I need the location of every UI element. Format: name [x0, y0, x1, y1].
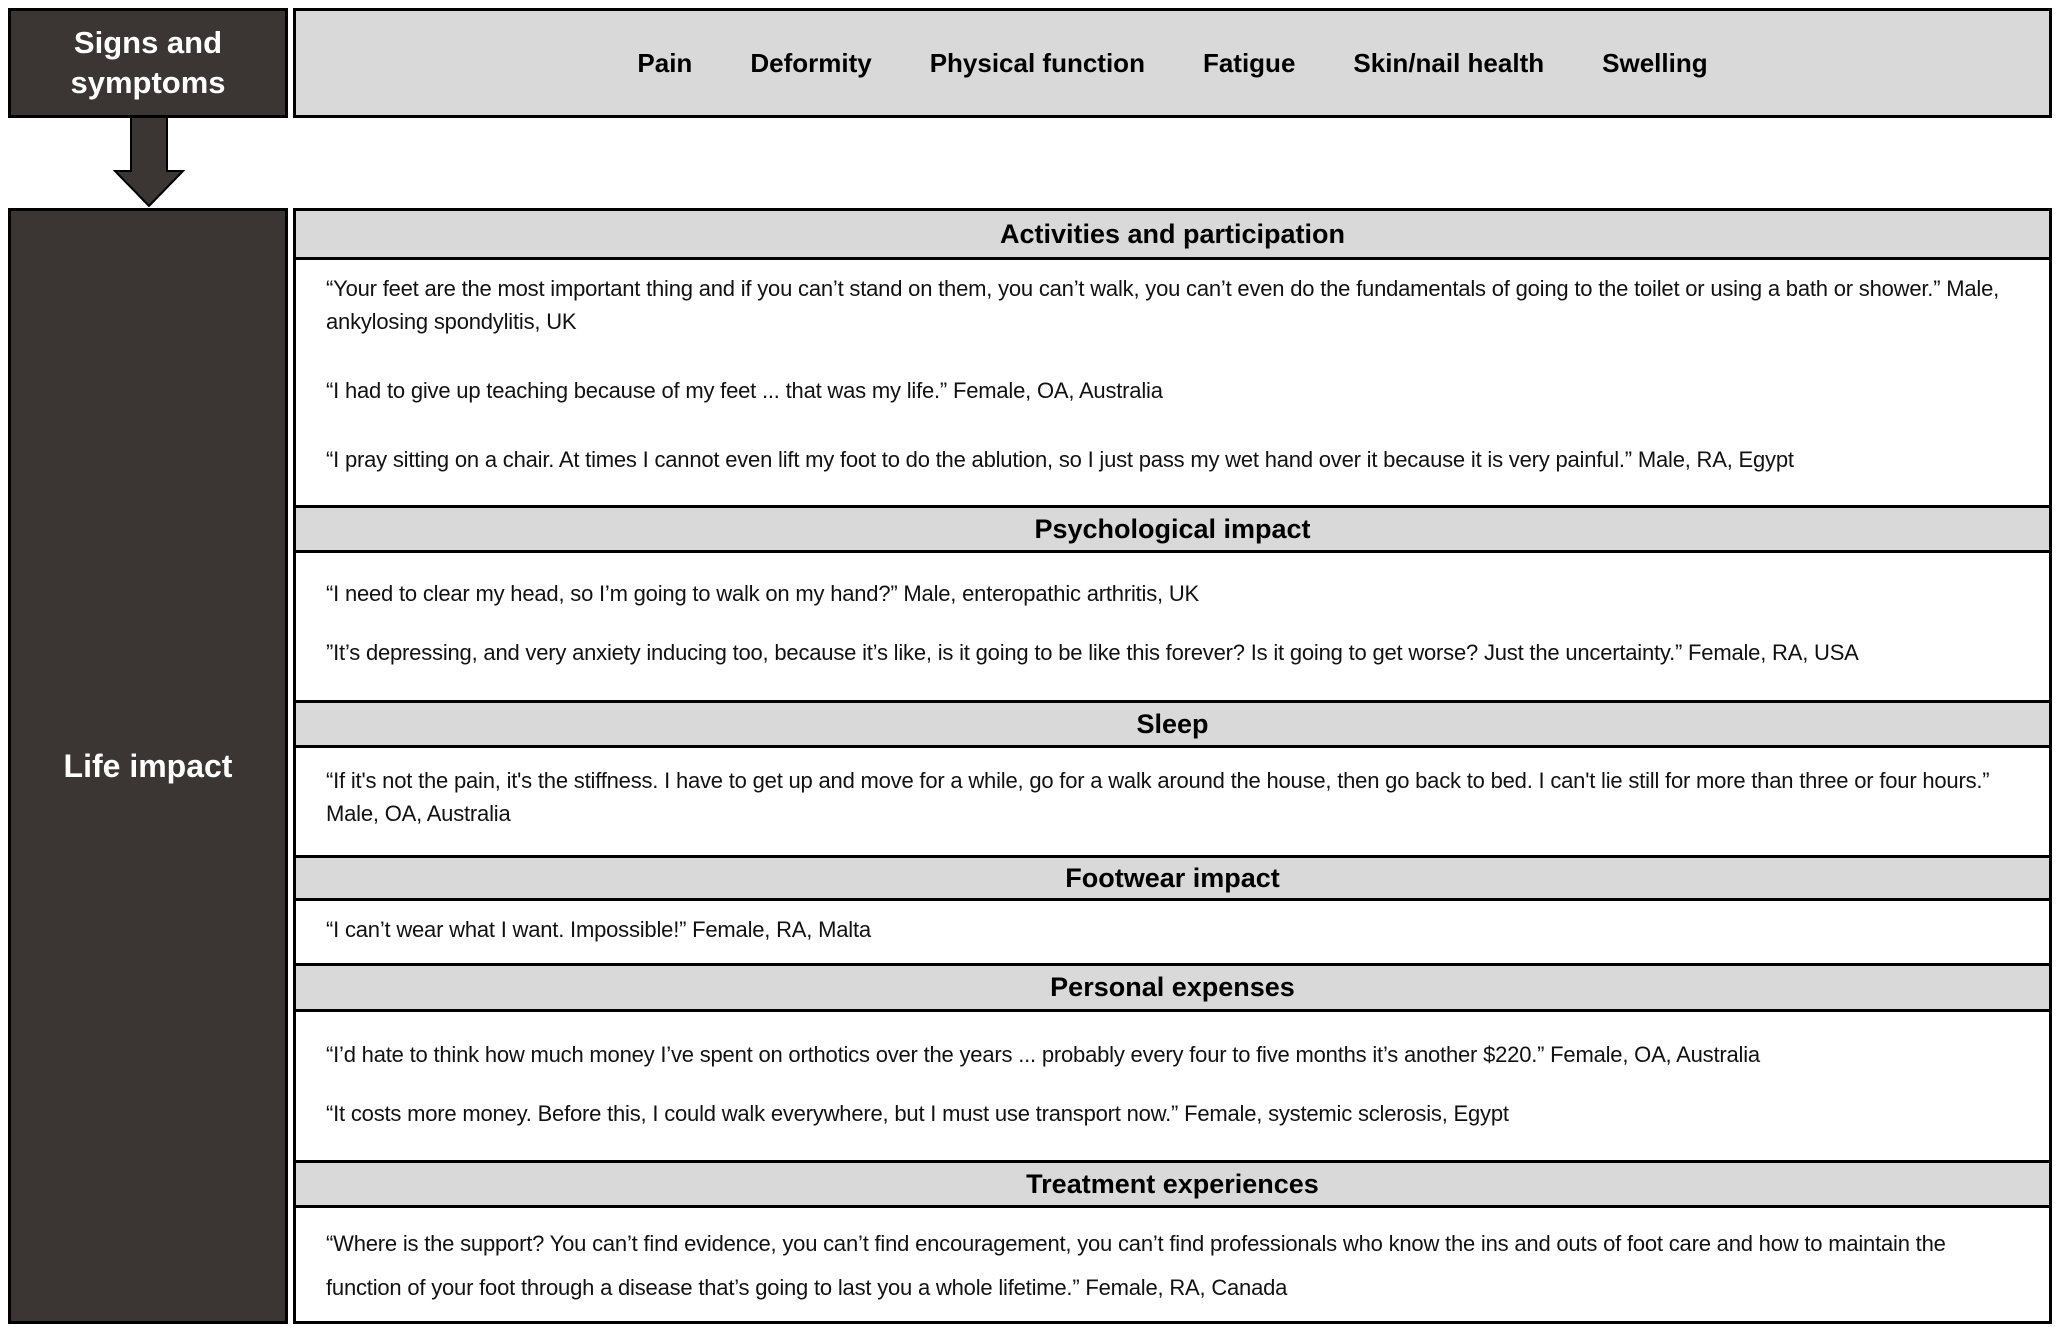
- section-body-personal-expenses: [293, 1012, 2052, 1160]
- section-header-personal-expenses: [293, 963, 2052, 1012]
- section-header-treatment-experiences: [293, 1160, 2052, 1208]
- quote: “I need to clear my head, so I’m going to walk on my hand?” Male, enteropathic arthritis, UK: [326, 581, 1200, 606]
- quote: ”It’s depressing, and very anxiety inducing too, because it’s like, is it going to be like this forever? Is it going to get worse? Just the uncertainty.” Female, RA, USA: [326, 640, 1859, 665]
- quote: “If it's not the pain, it's the stiffness. I have to get up and move for a while, go for a walk around the house, then go back to bed. I can't lie still for more than three or four hours.” Male, OA, Australia: [326, 768, 1990, 826]
- quote: “I had to give up teaching because of my feet ... that was my life.” Female, OA, Australia: [326, 378, 1163, 403]
- section-title: Psychological impact: [1034, 513, 1311, 544]
- section-body-sleep: [293, 748, 2052, 855]
- quote: “Where is the support? You can’t find evidence, you can’t find encouragement, you can’t find professionals who know the ins and outs of foot care and how to maintain the function of your foot through a disease that’s going to last you a whole lifetime.” Female, RA, Canada: [326, 1231, 1946, 1300]
- section-title: Personal expenses: [1050, 972, 1295, 1002]
- signs-and-symptoms-box: [8, 8, 288, 118]
- symptom-skin-nail-health: Skin/nail health: [1353, 47, 1545, 78]
- down-arrow-icon: [103, 117, 195, 207]
- symptoms-bar: [293, 8, 2052, 118]
- quote: “It costs more money. Before this, I could walk everywhere, but I must use transport now.” Female, systemic sclerosis, Egypt: [326, 1101, 1509, 1126]
- life-impact-box: [8, 208, 288, 1324]
- section-title: Footwear impact: [1065, 862, 1280, 893]
- quote: “I pray sitting on a chair. At times I cannot even lift my foot to do the ablution, so I just pass my wet hand over it because it is very painful.” Male, RA, Egypt: [326, 447, 1794, 472]
- section-body-activities-and-participation: [293, 260, 2052, 505]
- section-body-psychological-impact: [293, 553, 2052, 700]
- section-header-activities-and-participation: [293, 208, 2052, 260]
- symptom-pain: Pain: [637, 47, 693, 78]
- symptom-fatigue: Fatigue: [1202, 47, 1296, 78]
- quote: “I can’t wear what I want. Impossible!” Female, RA, Malta: [326, 917, 871, 942]
- section-body-footwear-impact: [293, 901, 2052, 963]
- section-title: Treatment experiences: [1026, 1168, 1319, 1199]
- symptom-swelling: Swelling: [1602, 47, 1708, 78]
- life-impact-label: Life impact: [63, 747, 233, 784]
- section-title: Activities and participation: [999, 218, 1346, 249]
- life-impact-sections: [293, 208, 2052, 1324]
- section-body-treatment-experiences: [293, 1208, 2052, 1324]
- symptom-physical-function: Physical function: [929, 47, 1145, 78]
- section-title: Sleep: [1136, 708, 1209, 739]
- section-header-psychological-impact: [293, 505, 2052, 553]
- signs-and-symptoms-label: Signs and symptoms: [70, 25, 226, 100]
- quote: “I’d hate to think how much money I’ve spent on orthotics over the years ... probably every four to five months it’s another $220.” Female, OA, Australia: [326, 1042, 1760, 1067]
- symptom-deformity: Deformity: [750, 47, 872, 78]
- quote: “Your feet are the most important thing and if you can’t stand on them, you can’t walk, you can’t even do the fundamentals of going to the toilet or using a bath or shower.” Male, ankylosing spondylitis, UK: [326, 276, 2000, 334]
- section-header-footwear-impact: [293, 855, 2052, 901]
- section-header-sleep: [293, 700, 2052, 748]
